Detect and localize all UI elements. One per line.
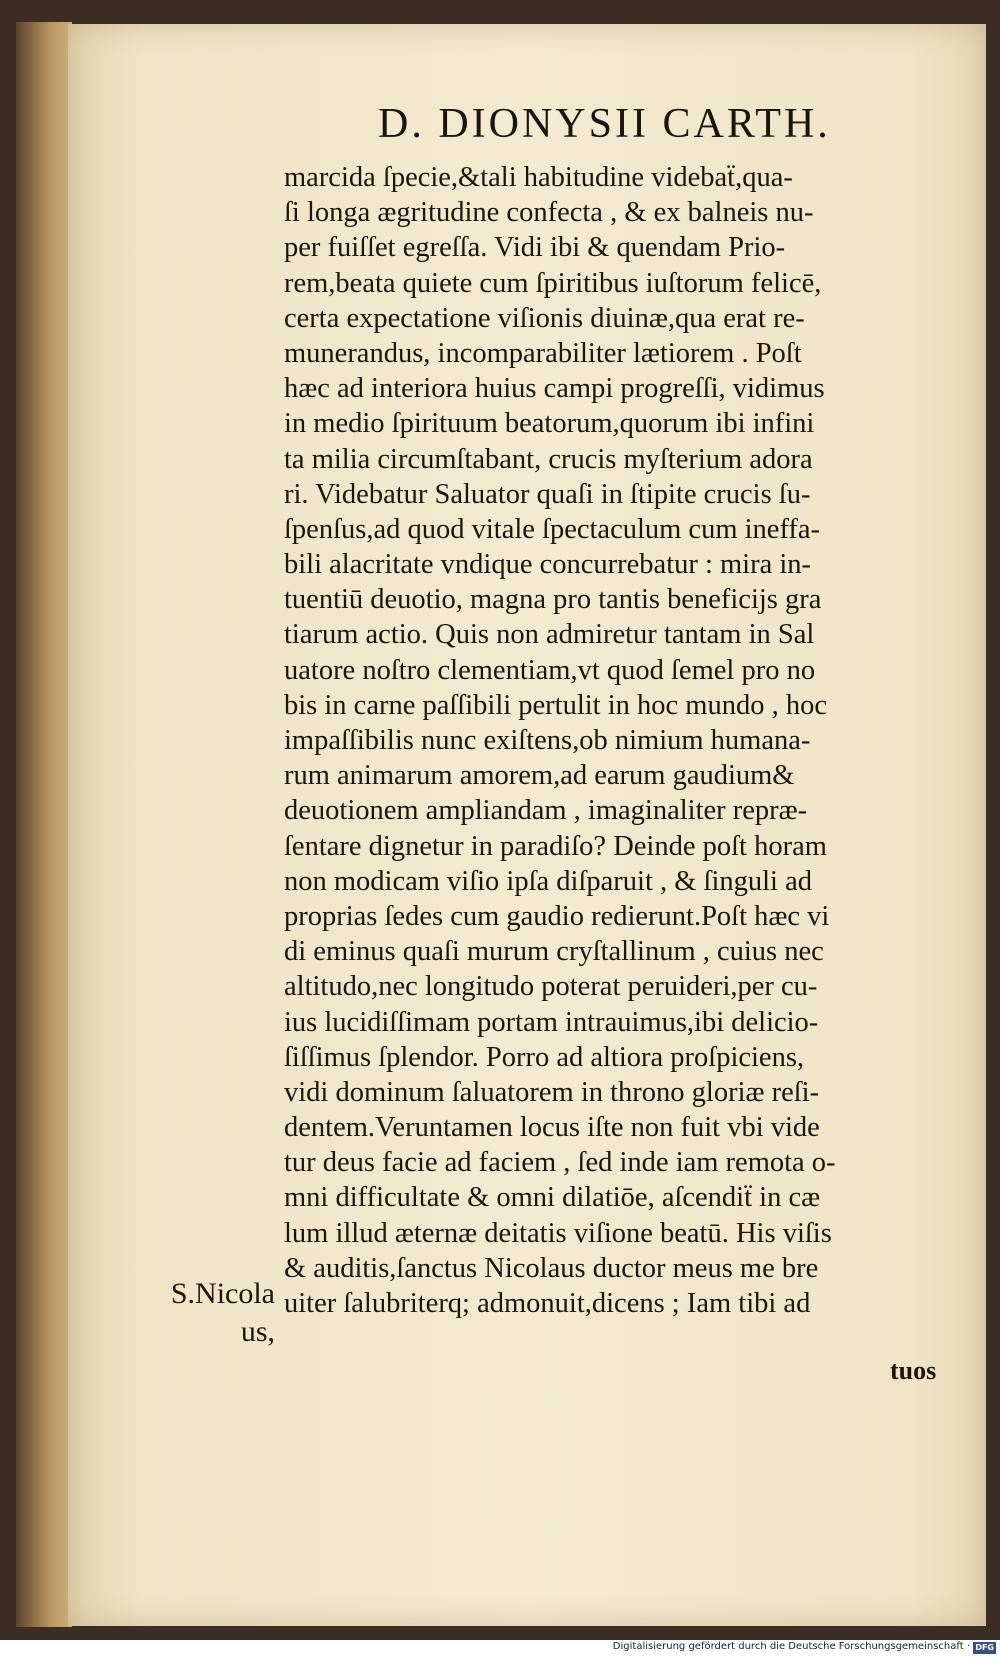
margin-note-line-1: S.Nicola: [170, 1277, 275, 1310]
text-line: dentem.Veruntamen locus iſte non fuit vbi vide: [284, 1112, 820, 1144]
text-line: proprias ſedes cum gaudio redierunt.Poſt hæc vi: [284, 900, 830, 932]
margin-note-line-2: us,: [240, 1315, 275, 1348]
text-line: munerandus, incomparabiliter lætiorem . Poſt: [284, 337, 802, 369]
text-line: deuotionem ampliandam , imaginaliter repræ-: [284, 795, 808, 827]
text-line: ſpenſus,ad quod vitale ſpectaculum cum ineffa-: [284, 513, 821, 545]
text-line: ius lucidiſſimam portam intrauimus,ibi delicio-: [284, 1006, 819, 1038]
text-line: in medio ſpirituum beatorum,quorum ibi infini: [284, 408, 815, 440]
text-line: uatore noſtro clementiam,vt quod ſemel pro no: [284, 654, 816, 686]
text-line: ta milia circumſtabant, crucis myſterium adora: [284, 443, 813, 475]
text-line: per fuiſſet egreſſa. Vidi ibi & quendam Prio-: [284, 232, 786, 264]
text-line: ſentare dignetur in paradiſo? Deinde poſt horam: [284, 830, 827, 862]
text-line: uiter ſalubriterq; admonuit,dicens ; Iam tibi ad: [284, 1288, 811, 1319]
catchword: tuos: [890, 1356, 937, 1385]
text-line: tur deus facie ad faciem , ſed inde iam remota o-: [284, 1147, 836, 1179]
text-line: non modicam viſio ipſa diſparuit , & ſinguli ad: [284, 865, 812, 897]
text-line: rum animarum amorem,ad earum gaudium&: [284, 760, 795, 792]
text-line: lum illud æternæ deitatis viſione beatū. His viſis: [284, 1217, 832, 1249]
text-line: vidi dominum ſaluatorem in throno gloriæ reſi-: [284, 1076, 820, 1108]
running-title: D. DIONYSII CARTH.: [378, 101, 831, 147]
text-line: & auditis,ſanctus Nicolaus ductor meus me bre: [284, 1252, 819, 1284]
text-line: mni difficultate & omni dilatiōe, aſcendiẗ in cæ: [284, 1182, 821, 1214]
text-line: impaſſibilis nunc exiſtens,ob nimium humana-: [284, 725, 811, 756]
text-line: marcida ſpecie,&tali habitudine videbaẗ,qua-: [284, 162, 793, 193]
body-text: [284, 160, 956, 1321]
text-line: altitudo,nec longitudo poterat peruideri,per cu-: [284, 971, 818, 1003]
text-line: bis in carne paſſibili pertulit in hoc mundo , hoc: [284, 689, 827, 721]
text-line: certa expectatione viſionis diuinæ,qua erat re-: [284, 302, 805, 334]
margin-note: [145, 1275, 275, 1351]
footer-bar: [0, 1640, 1000, 1657]
text-line: bili alacritate vndique concurrebatur : mira in-: [284, 549, 812, 581]
text-line: hæc ad interiora huius campi progreſſi, vidimus: [284, 373, 825, 405]
text-line: ſiſſimus ſplendor. Porro ad altiora proſpiciens,: [284, 1041, 805, 1073]
dfg-logo: DFG: [975, 1643, 994, 1652]
text-line: di eminus quaſi murum cryſtallinum , cuius nec: [284, 936, 824, 968]
text-line: tiarum actio. Quis non admiretur tantam in Sal: [284, 619, 815, 651]
text-line: ſi longa ægritudine confecta , & ex balneis nu-: [284, 197, 814, 229]
book-spine: [16, 22, 72, 1627]
text-line: rem,beata quiete cum ſpiritibus iuſtorum felicē,: [284, 267, 822, 299]
text-line: ri. Videbatur Saluator quaſi in ſtipite crucis ſu-: [284, 478, 811, 510]
footer-credit: Digitalisierung gefördert durch die Deutsche Forschungsgemeinschaft ·: [612, 1641, 970, 1652]
text-line: tuentiū deuotio, magna pro tantis beneficijs gra: [284, 584, 822, 616]
